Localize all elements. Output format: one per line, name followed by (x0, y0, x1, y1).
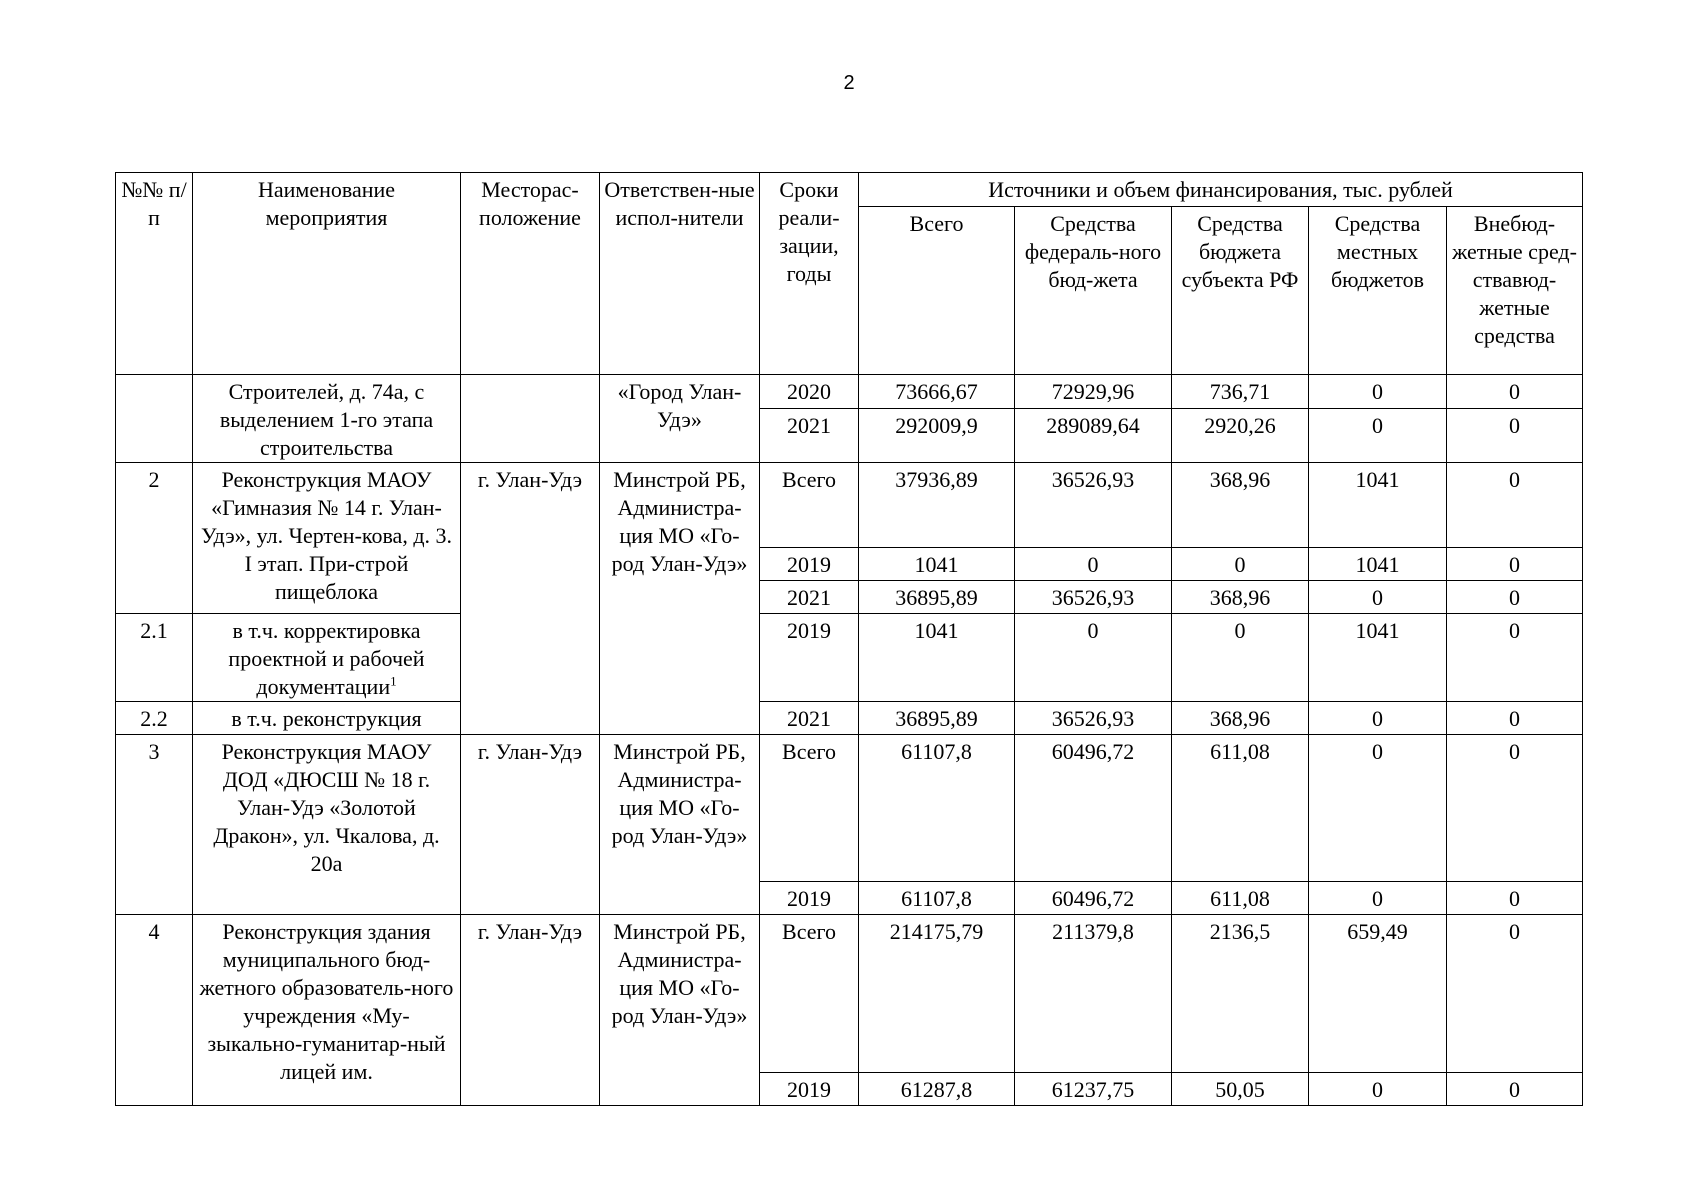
cell-local: 0 (1309, 409, 1447, 463)
header-total: Всего (859, 207, 1015, 375)
cell-name: Реконструкция МАОУ «Гимназия № 14 г. Улан-Удэ», ул. Чертен-кова, д. 3. I этап. При-строй пищеблока (193, 463, 461, 614)
cell-name: Строителей, д. 74а, с выделением 1-го этапа строительства (193, 375, 461, 463)
header-local: Средства местных бюджетов (1309, 207, 1447, 375)
cell-extra: 0 (1447, 463, 1583, 548)
cell-extra: 0 (1447, 614, 1583, 702)
table-row (116, 735, 1583, 882)
cell-extra: 0 (1447, 702, 1583, 735)
header-extra: Внебюд-жетные сред-ствавюд-жетные средства (1447, 207, 1583, 375)
header-num: №№ п/п (116, 173, 193, 375)
cell-period: 2021 (760, 581, 859, 614)
cell-local: 1041 (1309, 463, 1447, 548)
cell-num: 4 (116, 915, 193, 1106)
header-period: Сроки реали-зации, годы (760, 173, 859, 375)
cell-subject: 736,71 (1172, 375, 1309, 409)
cell-extra: 0 (1447, 375, 1583, 409)
cell-period: 2019 (760, 882, 859, 915)
cell-location (461, 375, 600, 463)
cell-subject: 0 (1172, 548, 1309, 581)
cell-local: 1041 (1309, 614, 1447, 702)
cell-local: 1041 (1309, 548, 1447, 581)
cell-federal: 0 (1015, 614, 1172, 702)
cell-executors: «Город Улан-Удэ» (600, 375, 760, 463)
header-executors: Ответствен-ные испол-нители (600, 173, 760, 375)
cell-federal: 61237,75 (1015, 1073, 1172, 1106)
cell-period: Всего (760, 463, 859, 548)
cell-num: 3 (116, 735, 193, 915)
cell-local: 0 (1309, 375, 1447, 409)
cell-period: 2019 (760, 1073, 859, 1106)
cell-federal: 211379,8 (1015, 915, 1172, 1073)
cell-num: 2.2 (116, 702, 193, 735)
cell-location: г. Улан-Удэ (461, 463, 600, 735)
cell-name: Реконструкция МАОУ ДОД «ДЮСШ № 18 г. Улан-Удэ «Золотой Дракон», ул. Чкалова, д. 20а (193, 735, 461, 915)
table-row (116, 463, 1583, 548)
cell-period: Всего (760, 915, 859, 1073)
cell-executors: Минстрой РБ, Администра-ция МО «Го-род Улан-Удэ» (600, 463, 760, 735)
footnote-mark: 1 (390, 673, 397, 689)
cell-name-text: в т.ч. корректировка проектной и рабочей документации (228, 618, 425, 699)
cell-federal: 289089,64 (1015, 409, 1172, 463)
cell-num: 2.1 (116, 614, 193, 702)
cell-period: Всего (760, 735, 859, 882)
financing-table (115, 172, 1583, 1106)
cell-federal: 36526,93 (1015, 702, 1172, 735)
cell-subject: 368,96 (1172, 463, 1309, 548)
cell-name: Реконструкция здания муниципального бюд-жетного образователь-ного учреждения «Му-зыкально-гуманитар-ный лицей им. (193, 915, 461, 1106)
cell-location: г. Улан-Удэ (461, 915, 600, 1106)
table-row (116, 375, 1583, 409)
cell-extra: 0 (1447, 915, 1583, 1073)
cell-subject: 50,05 (1172, 1073, 1309, 1106)
cell-local: 0 (1309, 735, 1447, 882)
header-location: Месторас-положение (461, 173, 600, 375)
table-row (116, 915, 1583, 1073)
header-sources: Источники и объем финансирования, тыс. рублей (859, 173, 1583, 207)
cell-local: 0 (1309, 882, 1447, 915)
header-name: Наименование мероприятия (193, 173, 461, 375)
cell-total: 61107,8 (859, 735, 1015, 882)
cell-federal: 0 (1015, 548, 1172, 581)
cell-total: 214175,79 (859, 915, 1015, 1073)
cell-period: 2021 (760, 702, 859, 735)
header-federal: Средства федераль-ного бюд-жета (1015, 207, 1172, 375)
cell-local: 0 (1309, 702, 1447, 735)
cell-federal: 36526,93 (1015, 581, 1172, 614)
cell-subject: 611,08 (1172, 882, 1309, 915)
cell-total: 1041 (859, 614, 1015, 702)
cell-extra: 0 (1447, 409, 1583, 463)
cell-total: 61107,8 (859, 882, 1015, 915)
cell-subject: 2136,5 (1172, 915, 1309, 1073)
cell-total: 73666,67 (859, 375, 1015, 409)
cell-subject: 0 (1172, 614, 1309, 702)
cell-period: 2021 (760, 409, 859, 463)
cell-subject: 368,96 (1172, 702, 1309, 735)
cell-extra: 0 (1447, 882, 1583, 915)
cell-federal: 60496,72 (1015, 735, 1172, 882)
table-row (116, 702, 1583, 735)
cell-total: 36895,89 (859, 702, 1015, 735)
cell-num (116, 375, 193, 463)
cell-executors: Минстрой РБ, Администра-ция МО «Го-род Улан-Удэ» (600, 915, 760, 1106)
cell-extra: 0 (1447, 1073, 1583, 1106)
table-row (116, 614, 1583, 702)
cell-extra: 0 (1447, 581, 1583, 614)
cell-local: 0 (1309, 1073, 1447, 1106)
cell-local: 659,49 (1309, 915, 1447, 1073)
cell-local: 0 (1309, 581, 1447, 614)
cell-subject: 611,08 (1172, 735, 1309, 882)
cell-name: в т.ч. реконструкция (193, 702, 461, 735)
cell-federal: 72929,96 (1015, 375, 1172, 409)
page-number: 2 (843, 72, 855, 94)
cell-period: 2019 (760, 548, 859, 581)
header-subject: Средства бюджета субъекта РФ (1172, 207, 1309, 375)
cell-extra: 0 (1447, 548, 1583, 581)
cell-num: 2 (116, 463, 193, 614)
cell-total: 1041 (859, 548, 1015, 581)
cell-total: 36895,89 (859, 581, 1015, 614)
cell-location: г. Улан-Удэ (461, 735, 600, 915)
cell-federal: 60496,72 (1015, 882, 1172, 915)
cell-name (193, 614, 461, 702)
cell-federal: 36526,93 (1015, 463, 1172, 548)
cell-total: 61287,8 (859, 1073, 1015, 1106)
cell-subject: 2920,26 (1172, 409, 1309, 463)
cell-executors: Минстрой РБ, Администра-ция МО «Го-род Улан-Удэ» (600, 735, 760, 915)
cell-subject: 368,96 (1172, 581, 1309, 614)
cell-period: 2020 (760, 375, 859, 409)
cell-total: 37936,89 (859, 463, 1015, 548)
cell-total: 292009,9 (859, 409, 1015, 463)
cell-extra: 0 (1447, 735, 1583, 882)
cell-period: 2019 (760, 614, 859, 702)
